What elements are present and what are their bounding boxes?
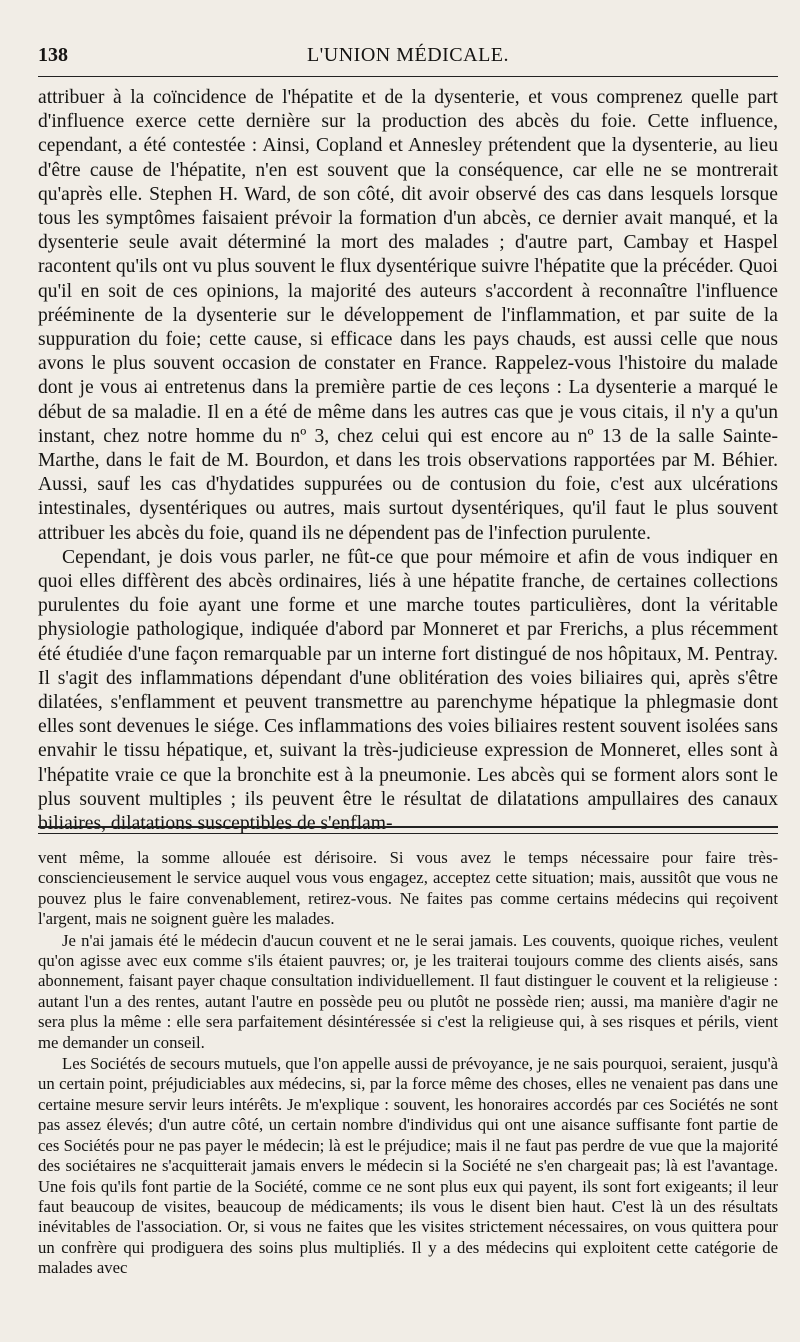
body-paragraph: attribuer à la coïncidence de l'hépatite et de la dysenterie, et vous comprenez quelle part d'influence exerce cette dernière sur la production des abcès du foie. Cette influence, cependant, a été contestée : Ainsi, Copland et Annesley prétendent que la dysenterie, au lieu d'être cause de l'hépatite, n'en est souvent que la conséquence, car elle ne se montrerait qu'après elle. Stephen H. Ward, de son côté, dit avoir observé des cas dans lesquels lorsque tous les symptômes faisaient prévoir la formation d'un abcès, ce dernier avait manqué, et la dysenterie seule avait déterminé la mort des malades ; d'autre part, Cambay et Haspel racontent qu'ils ont vu plus souvent le flux dysentérique suivre l'hépatite que la précéder. Quoi qu'il en soit de ces opinions, la majorité des auteurs s'accordent à reconnaître l'influence prééminente de la dysenterie sur le développement de l'inflammation, et par suite de la suppuration du foie; cette cause, si efficace dans les pays chauds, est aussi celle que nous avons le plus souvent occasion de constater en France. Rappelez-vous l'histoire du malade dont je vous ai entretenus dans la première partie de ces leçons : La dysenterie a marqué le début de sa maladie. Il en a été de même dans les autres cas que je vous citais, il n'y a qu'un instant, chez notre homme du nº 3, chez celui qui est encore au nº 13 de la salle Sainte-Marthe, dans le fait de M. Bourdon, et dans les trois observations rapportées par M. Béhier. Aussi, sauf les cas d'hydatides suppurées ou de contusion du foie, c'est aux ulcérations intestinales, dysentériques ou autres, mais surtout dysentériques, qu'il faut le plus souvent attribuer les abcès du foie, quand ils ne dépendent pas de l'infection purulente.: [38, 87, 778, 544]
running-title: L'UNION MÉDICALE.: [306, 44, 510, 66]
footnote-paragraph: vent même, la somme allouée est dérisoire. Si vous avez le temps nécessaire pour faire très-consciencieusement le service auquel vous vous engagez, acceptez cette situation; mais, aussitôt que vous ne pouvez plus le faire convenablement, retirez-vous. Ne faites pas comme certains médecins qui reçoivent l'argent, mais ne soignent guère les malades.: [38, 848, 778, 929]
footnote-paragraph: Je n'ai jamais été le médecin d'aucun couvent et ne le serai jamais. Les couvents, quoique riches, veulent qu'on agisse avec eux comme s'ils étaient pauvres; or, je les traiterai toujours comme des clients aisés, sans abonnement, faisant payer chaque consultation individuellement. Il faut distinguer le couvent et la religieuse : autant l'un a des rentes, autant l'autre en possède peu ou plutôt ne possède rien; aussi, ma manière d'agir ne sera plus la même : elle sera parfaitement désintéressée si c'est la religieuse qui, à ses risques et périls, vient me demander un conseil.: [38, 930, 778, 1052]
footnotes: [38, 848, 778, 1280]
body-paragraph: Cependant, je dois vous parler, ne fût-ce que pour mémoire et afin de vous indiquer en quoi elles diffèrent des abcès ordinaires, liés à une hépatite franche, de certaines collections purulentes du foie ayant une forme et une marche toutes particulières, dont la véritable physiologie pathologique, indiquée d'abord par Monneret et par Frerichs, a plus récemment été étudiée d'une façon remarquable par un interne fort distingué de nos hôpitaux, M. Pentray. Il s'agit des inflammations dépendant d'une oblitération des voies biliaires qui, après s'être dilatées, s'enflamment et peuvent transmettre au parenchyme hépatique la phlegmasie dont elles sont devenues le siége. Ces inflammations des voies biliaires restent souvent isolées sans envahir le tissu hépatique, et, suivant la très-judicieuse expression de Monneret, elles sont à l'hépatite vraie ce que la bronchite est à la pneumonie. Les abcès qui se forment alors sont le plus souvent multiples ; ils peuvent être le résultat de dilatations ampullaires des canaux biliaires, dilatations susceptibles de s'enflam-: [38, 546, 778, 835]
page-number: 138: [38, 44, 68, 66]
header-rule: [38, 76, 778, 77]
footnote-paragraph: Les Sociétés de secours mutuels, que l'on appelle aussi de prévoyance, je ne sais pourquoi, seraient, jusqu'à un certain point, préjudiciables aux médecins, si, par la force même des choses, elles ne venaient pas dans une certaine mesure servir leurs intérêts. Je m'explique : souvent, les honoraires accordés par ces Sociétés ne sont pas assez élevés; d'un autre côté, un certain nombre d'individus qui ont une aisance suffisante font partie de ces Sociétés pour ne pas payer le médecin; là est le préjudice; mais il ne faut pas perdre de vue que la majorité des sociétaires ne s'acquitterait jamais envers le médecin si la Société ne s'en chargeait pas; là est l'avantage. Une fois qu'ils font partie de la Société, comme ce ne sont plus eux qui payent, ils sont fort exigeants; il leur faut beaucoup de visites, beaucoup de médicaments; ils vous le disent bien haut. C'est là un des résultats inévitables de l'association. Or, si vous ne faites que les visites strictement nécessaires, on vous quittera pour un confrère qui prodiguera des soins plus multipliés. Il y a des médecins qui exploitent cette catégorie de malades avec: [38, 1054, 778, 1278]
footnote-separator-rule: [38, 826, 778, 834]
main-text: [38, 86, 778, 836]
page-header: [38, 44, 778, 68]
